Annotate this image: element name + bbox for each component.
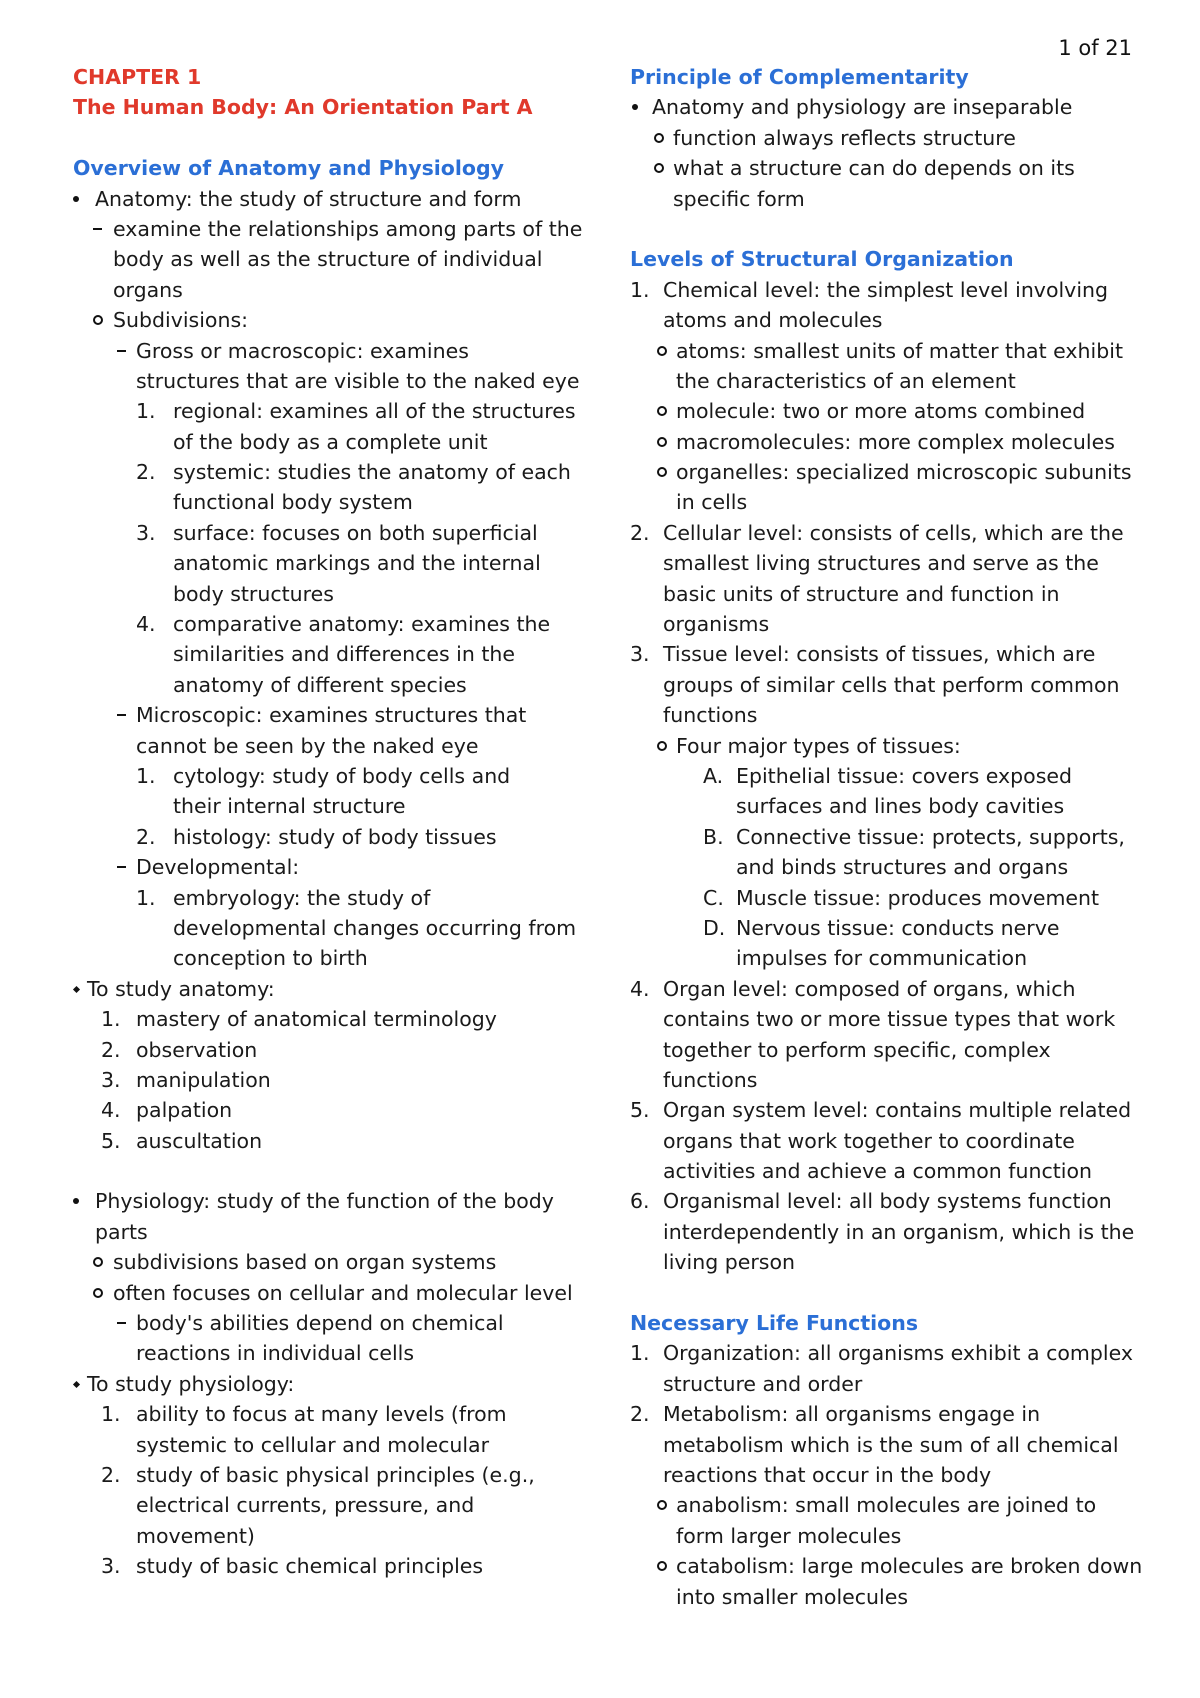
list-item: living person xyxy=(663,1250,796,1275)
dash-icon xyxy=(117,1322,126,1324)
list-item: 1. Chemical level: the simplest level involving xyxy=(630,277,1109,302)
section-heading-levels: Levels of Structural Organization xyxy=(630,247,1014,272)
list-item: 1. embryology: the study of xyxy=(136,885,431,910)
list-item: what a structure can do depends on its xyxy=(630,153,1155,183)
list-item: parts xyxy=(95,1219,148,1244)
list-item: structure and order xyxy=(663,1371,863,1396)
list-item: conception to birth xyxy=(173,946,368,971)
list-item: 2. study of basic physical principles (e.g., xyxy=(101,1462,535,1487)
diamond-bullet-icon xyxy=(73,1381,80,1388)
circle-bullet-icon xyxy=(657,437,667,447)
list-item: of the body as a complete unit xyxy=(173,429,488,454)
list-item: 3. Tissue level: consists of tissues, which are xyxy=(630,642,1096,667)
chapter-title: The Human Body: An Orientation Part A xyxy=(73,95,533,120)
bullet-icon xyxy=(73,196,79,202)
list-item: together to perform specific, complex xyxy=(663,1037,1051,1062)
section-heading-life-functions: Necessary Life Functions xyxy=(630,1311,919,1336)
list-item: 1. regional: examines all of the structures xyxy=(136,399,576,424)
diamond-bullet-icon xyxy=(73,986,80,993)
circle-bullet-icon xyxy=(657,406,667,416)
list-item: 5. Organ system level: contains multiple related xyxy=(630,1098,1132,1123)
circle-bullet-icon xyxy=(657,1500,667,1510)
list-item: Subdivisions: xyxy=(73,305,593,335)
list-item: molecule: two or more atoms combined xyxy=(630,396,1155,426)
dash-icon xyxy=(93,228,102,230)
left-column xyxy=(73,62,593,1582)
list-item: Four major types of tissues: xyxy=(630,731,1155,761)
list-item: 2. Cellular level: consists of cells, which are the xyxy=(630,520,1124,545)
list-item: often focuses on cellular and molecular level xyxy=(73,1278,593,1308)
list-item: 4. Organ level: composed of organs, which xyxy=(630,976,1076,1001)
circle-bullet-icon xyxy=(657,741,667,751)
list-item: and binds structures and organs xyxy=(736,855,1069,880)
section-heading-complementarity: Principle of Complementarity xyxy=(630,65,969,89)
list-item: Anatomy: the study of structure and form xyxy=(73,184,593,214)
list-item: B. Connective tissue: protects, supports, xyxy=(703,824,1125,849)
list-item: similarities and differences in the xyxy=(173,642,516,667)
list-item: into smaller molecules xyxy=(676,1584,909,1609)
list-item: 3. study of basic chemical principles xyxy=(101,1554,484,1579)
list-item: systemic to cellular and molecular xyxy=(136,1432,490,1457)
list-item: D. Nervous tissue: conducts nerve xyxy=(703,915,1060,940)
list-item: electrical currents, pressure, and xyxy=(136,1493,475,1518)
list-item: catabolism: large molecules are broken down xyxy=(630,1551,1155,1581)
list-item: 1. mastery of anatomical terminology xyxy=(101,1007,497,1032)
right-column xyxy=(630,62,1155,1612)
bullet-icon xyxy=(632,104,638,110)
list-item: 4. palpation xyxy=(101,1098,233,1123)
list-item: To study anatomy: xyxy=(73,974,593,1004)
list-item: A. Epithelial tissue: covers exposed xyxy=(703,763,1073,788)
list-item: examine the relationships among parts of the xyxy=(73,214,593,244)
list-item: reactions that occur in the body xyxy=(663,1462,992,1487)
list-item: organelles: specialized microscopic subunits xyxy=(630,457,1155,487)
list-item: organisms xyxy=(663,612,770,637)
circle-bullet-icon xyxy=(93,315,103,325)
list-item: Physiology: study of the function of the body xyxy=(73,1186,593,1216)
list-item: atoms: smallest units of matter that exhibit xyxy=(630,336,1155,366)
dash-icon xyxy=(117,714,126,716)
circle-bullet-icon xyxy=(93,1288,103,1298)
list-item: 4. comparative anatomy: examines the xyxy=(136,612,551,637)
list-item: form larger molecules xyxy=(676,1523,902,1548)
list-item: 1. ability to focus at many levels (from xyxy=(101,1402,507,1427)
list-item: macromolecules: more complex molecules xyxy=(630,427,1155,457)
dash-icon xyxy=(117,350,126,352)
circle-bullet-icon xyxy=(657,467,667,477)
list-item: anabolism: small molecules are joined to xyxy=(630,1490,1155,1520)
list-item: cannot be seen by the naked eye xyxy=(136,733,479,758)
list-item: Microscopic: examines structures that xyxy=(73,700,593,730)
list-item: organs that work together to coordinate xyxy=(663,1128,1075,1153)
list-item: structures that are visible to the naked eye xyxy=(136,368,580,393)
list-item: Anatomy and physiology are inseparable xyxy=(630,92,1155,122)
list-item: 3. manipulation xyxy=(101,1067,271,1092)
list-item: body's abilities depend on chemical xyxy=(73,1308,593,1338)
list-item: contains two or more tissue types that work xyxy=(663,1007,1116,1032)
list-item: 2. histology: study of body tissues xyxy=(136,824,497,849)
list-item: impulses for communication xyxy=(736,946,1028,971)
bullet-icon xyxy=(73,1198,79,1204)
list-item: their internal structure xyxy=(173,794,406,819)
chapter-label: CHAPTER 1 xyxy=(73,65,202,89)
circle-bullet-icon xyxy=(654,133,664,143)
list-item: groups of similar cells that perform common xyxy=(663,672,1120,697)
list-item: specific form xyxy=(673,186,805,211)
list-item: metabolism which is the sum of all chemical xyxy=(663,1432,1119,1457)
list-item: 2. observation xyxy=(101,1037,258,1062)
list-item: in cells xyxy=(676,490,748,515)
list-item: smallest living structures and serve as the xyxy=(663,551,1099,576)
list-item: 2. Metabolism: all organisms engage in xyxy=(630,1402,1041,1427)
circle-bullet-icon xyxy=(657,346,667,356)
list-item: functional body system xyxy=(173,490,413,515)
list-item: atoms and molecules xyxy=(663,308,883,333)
list-item: body structures xyxy=(173,581,334,606)
list-item: developmental changes occurring from xyxy=(173,915,577,940)
list-item: 1. cytology: study of body cells and xyxy=(136,763,511,788)
circle-bullet-icon xyxy=(93,1257,103,1267)
list-item: C. Muscle tissue: produces movement xyxy=(703,885,1100,910)
list-item: subdivisions based on organ systems xyxy=(73,1247,593,1277)
list-item: 2. systemic: studies the anatomy of each xyxy=(136,460,571,485)
list-item: To study physiology: xyxy=(73,1369,593,1399)
list-item: Gross or macroscopic: examines xyxy=(73,336,593,366)
dash-icon xyxy=(117,866,126,868)
circle-bullet-icon xyxy=(657,1561,667,1571)
list-item: reactions in individual cells xyxy=(136,1341,415,1366)
list-item: anatomy of different species xyxy=(173,672,467,697)
list-item: surfaces and lines body cavities xyxy=(736,794,1065,819)
list-item: the characteristics of an element xyxy=(676,368,1016,393)
list-item: interdependently in an organism, which is the xyxy=(663,1219,1135,1244)
circle-bullet-icon xyxy=(654,163,664,173)
list-item: movement) xyxy=(136,1523,255,1548)
list-item: 6. Organismal level: all body systems function xyxy=(630,1189,1112,1214)
list-item: activities and achieve a common function xyxy=(663,1159,1093,1184)
list-item: function always reflects structure xyxy=(630,123,1155,153)
list-item: anatomic markings and the internal xyxy=(173,551,541,576)
page-number: 1 of 21 xyxy=(1058,36,1132,60)
list-item: functions xyxy=(663,703,758,728)
list-item: body as well as the structure of individual xyxy=(113,247,543,272)
list-item: 1. Organization: all organisms exhibit a complex xyxy=(630,1341,1133,1366)
list-item: basic units of structure and function in xyxy=(663,581,1060,606)
section-heading-overview: Overview of Anatomy and Physiology xyxy=(73,156,505,181)
list-item: organs xyxy=(113,277,183,302)
list-item: 5. auscultation xyxy=(101,1128,263,1153)
list-item: Developmental: xyxy=(73,852,593,882)
list-item: 3. surface: focuses on both superficial xyxy=(136,520,538,545)
list-item: functions xyxy=(663,1067,758,1092)
